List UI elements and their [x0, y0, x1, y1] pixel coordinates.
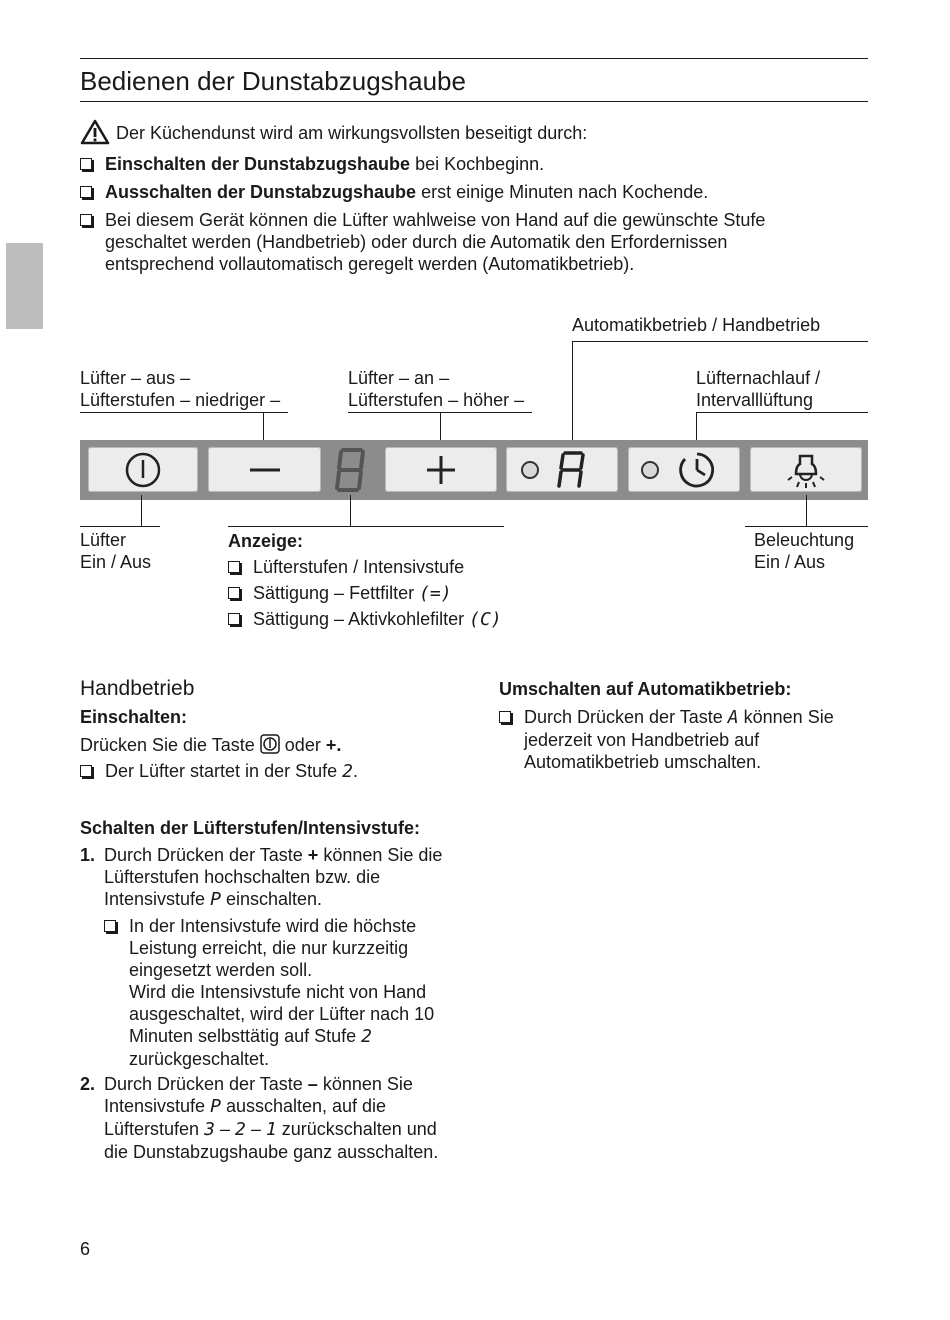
- leader-light-h: [745, 526, 868, 527]
- stage-3-glyph: 3: [204, 1119, 215, 1140]
- intensive-glyph: P: [210, 1096, 221, 1117]
- intro-warning: [80, 122, 870, 144]
- einschalten-heading: Einschalten:: [80, 707, 188, 727]
- intro-bullet-2-bold: Ausschalten der Dunstabzugshaube: [105, 182, 417, 202]
- leader-minus-h: [80, 412, 288, 413]
- label-plus-1: Lüfter – an –: [348, 368, 450, 388]
- intro-bullet-3-text: Bei diesem Gerät können die Lüfter wahlweise von Hand auf die gewünschte Stufe geschaltet werden (Handbetrieb) oder durch die Automatik den Erfordernissen entsprechend vollautomatisch geregelt werden (Automatikbetrieb).: [105, 210, 766, 274]
- checkbox-icon: [499, 711, 511, 723]
- einschalten-plus: +.: [325, 735, 342, 755]
- auto-glyph: A: [727, 707, 739, 728]
- einschalten-bullet-text: Der Lüfter startet in der Stufe: [105, 761, 338, 781]
- automatik-heading: Umschalten auf Automatikbetrieb:: [499, 679, 792, 699]
- display-item-3-text: Sättigung – Aktivkohlefilter: [253, 609, 470, 629]
- checkbox-icon: [80, 186, 92, 198]
- checkbox-icon: [228, 613, 240, 625]
- intro-warning-text: Der Küchendunst wird am wirkungsvollsten beseitigt durch:: [116, 123, 588, 143]
- label-plus-2: Lüfterstufen – höher –: [348, 390, 525, 410]
- step-2: [80, 1073, 442, 1163]
- einschalten-bullet: [80, 760, 460, 783]
- step-2-number: 2.: [80, 1074, 96, 1094]
- step-2-text-e: zurückschalten und die Dunstabzugshaube ganz ausschalten.: [104, 1119, 439, 1162]
- intro-bullet-1: [80, 153, 870, 175]
- leader-light-v: [806, 495, 807, 526]
- step-1-sub-text-a: In der Intensivstufe wird die höchste Leistung erreicht, die nur kurzzeitig eingesetzt werden soll.: [129, 916, 417, 980]
- step-2-text-c: können Sie Intensivstufe: [104, 1074, 413, 1116]
- power-key-icon: [260, 734, 280, 754]
- timer-icon: [677, 450, 717, 490]
- grease-filter-glyph: (=): [419, 583, 452, 604]
- schalten-heading: Schalten der Lüfterstufen/Intensivstufe:: [80, 818, 421, 838]
- step-1-number: 1.: [80, 845, 96, 865]
- step-2-dash-1: –: [219, 1119, 230, 1139]
- checkbox-icon: [80, 765, 92, 777]
- step-1-text-d: einschalten.: [225, 889, 323, 909]
- plus-button[interactable]: [385, 447, 497, 492]
- section-tab: [6, 243, 43, 329]
- header-bottom-rule: [80, 101, 868, 102]
- page-title: Bedienen der Dunstabzugshaube: [80, 66, 466, 96]
- einschalten-text-2: oder: [284, 735, 321, 755]
- timer-led-icon: [641, 461, 659, 479]
- display-item-1: [228, 556, 528, 578]
- auto-button[interactable]: [506, 447, 618, 492]
- step-2-minus: –: [307, 1074, 318, 1094]
- power-icon: [124, 451, 162, 489]
- header-top-rule: [80, 58, 868, 59]
- intensive-glyph: P: [210, 889, 221, 910]
- step-1-subbullet: [104, 915, 449, 1070]
- stage-1-glyph: 1: [265, 1119, 277, 1140]
- checkbox-icon: [228, 561, 240, 573]
- seven-segment-display: [333, 446, 369, 494]
- label-power-1: Lüfter: [80, 530, 127, 550]
- intro-bullet-2-text: erst einige Minuten nach Kochende.: [416, 182, 709, 202]
- step-2-dash-2: –: [250, 1119, 261, 1139]
- label-minus-1: Lüfter – aus –: [80, 368, 191, 388]
- warning-icon: [80, 119, 110, 145]
- auto-led-icon: [521, 461, 539, 479]
- label-auto: Automatikbetrieb / Handbetrieb: [572, 315, 821, 335]
- leader-auto-h: [572, 341, 868, 342]
- intro-bullet-2: [80, 181, 870, 203]
- light-icon: [786, 450, 826, 490]
- step-1-sub-text-c: zurückgeschaltet.: [129, 1049, 270, 1069]
- carbon-filter-glyph: (C): [469, 609, 502, 630]
- checkbox-icon: [80, 214, 92, 226]
- minus-icon: [248, 465, 282, 475]
- leader-auto-v: [572, 341, 573, 445]
- page-number: 6: [80, 1239, 91, 1259]
- power-button[interactable]: [88, 447, 198, 492]
- display-item-2: [228, 582, 528, 605]
- automatik-bullet: [499, 706, 839, 773]
- stage-2-glyph: 2: [342, 761, 353, 782]
- display-item-2-text: Sättigung – Fettfilter: [253, 583, 420, 603]
- timer-button[interactable]: [628, 447, 740, 492]
- label-light-2: Ein / Aus: [754, 552, 826, 572]
- step-2-text-a: Durch Drücken der Taste: [104, 1074, 303, 1094]
- label-timer-1: Lüfternachlauf /: [696, 368, 821, 388]
- display-item-1-text: Lüfterstufen / Intensivstufe: [253, 557, 465, 577]
- leader-timer-h: [696, 412, 868, 413]
- step-1-sub-text-b: Wird die Intensivstufe nicht von Hand ausgeschaltet, wird der Lüfter nach 10 Minuten selbsttätig auf Stufe: [129, 982, 435, 1046]
- fan-level-display: [333, 446, 369, 494]
- step-1-text-a: Durch Drücken der Taste: [104, 845, 303, 865]
- minus-button[interactable]: [208, 447, 321, 492]
- leader-power-h: [80, 526, 160, 527]
- leader-power-v: [141, 495, 142, 526]
- label-light-1: Beleuchtung: [754, 530, 855, 550]
- automatik-bullet-text-a: Durch Drücken der Taste: [524, 707, 723, 727]
- label-power-2: Ein / Aus: [80, 552, 152, 572]
- light-button[interactable]: [750, 447, 862, 492]
- label-timer-2: Intervalllüftung: [696, 390, 814, 410]
- stage-2-glyph: 2: [361, 1026, 372, 1047]
- label-minus-2: Lüfterstufen – niedriger –: [80, 390, 281, 410]
- leader-display-v: [350, 495, 351, 526]
- intro-bullet-1-text: bei Kochbeginn.: [410, 154, 545, 174]
- checkbox-icon: [80, 158, 92, 170]
- checkbox-icon: [104, 920, 116, 932]
- label-display-title: Anzeige:: [228, 531, 304, 551]
- einschalten-bullet-end: .: [352, 761, 358, 781]
- intro-bullet-3: [80, 209, 810, 275]
- step-2-text-d: ausschalten, auf die Lüfterstufen: [104, 1096, 387, 1139]
- intro-bullet-1-bold: Einschalten der Dunstabzugshaube: [105, 154, 411, 174]
- auto-icon: [557, 449, 587, 491]
- automatik-bullet-text-b: können Sie jederzeit von Handbetrieb auf Automatikbetrieb umschalten.: [524, 707, 834, 772]
- plus-icon: [425, 454, 457, 486]
- stage-2-glyph: 2: [234, 1119, 246, 1140]
- step-1: [80, 844, 450, 911]
- einschalten-text: [80, 734, 460, 756]
- einschalten-text-1: Drücken Sie die Taste: [80, 735, 255, 755]
- handbetrieb-heading: Handbetrieb: [80, 677, 195, 700]
- step-1-text-c: können Sie die Lüfterstufen hochschalten bzw. die Intensivstufe: [104, 845, 443, 909]
- checkbox-icon: [228, 587, 240, 599]
- leader-display-h: [228, 526, 504, 527]
- display-item-3: [228, 608, 528, 631]
- control-panel: [80, 440, 868, 500]
- step-1-plus: +: [307, 845, 319, 865]
